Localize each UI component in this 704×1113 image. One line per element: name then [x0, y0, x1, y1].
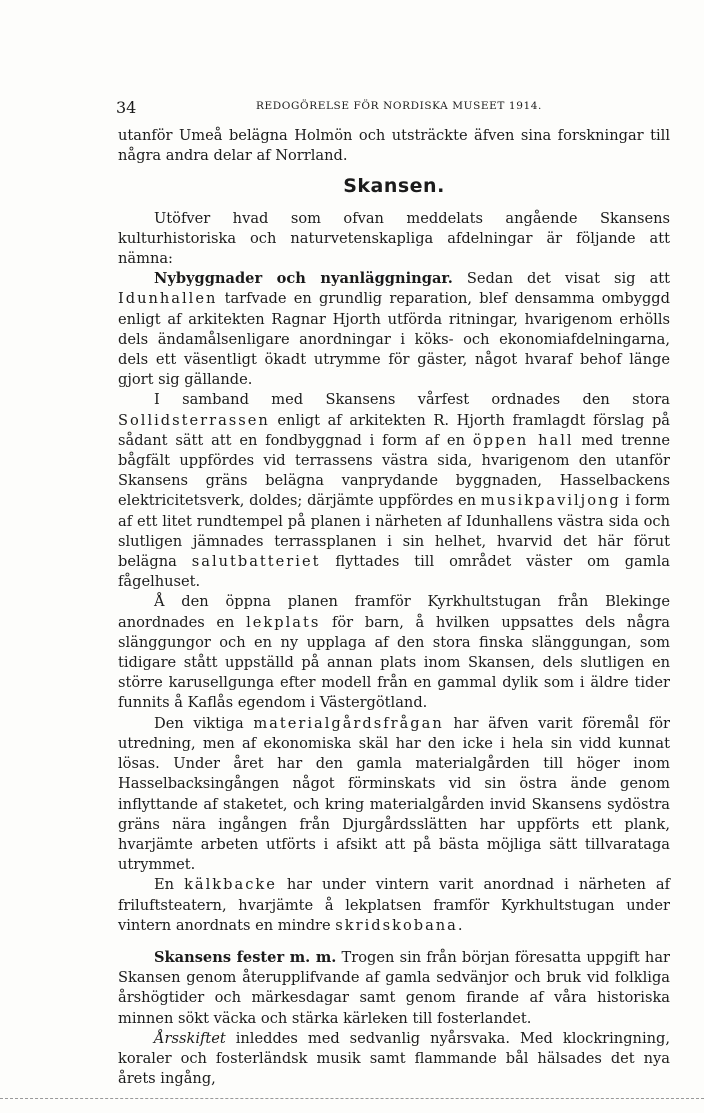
- paragraph-lead: Skansens fester m. m.: [154, 948, 337, 966]
- paragraph-lead: Nybyggnader och nyanläggningar.: [154, 270, 453, 288]
- paragraph-2: Nybyggnader och nyanläggningar. Sedan det visat sig att Idunhallen tarfvade en grundlig reparation, blef densamma ombyggd enligt af arkitekten Ragnar Hjorth utförda ritningar, hvarigenom erhölls dels ändamålsenligare anordningar i köks- och ekonomiafdelningarna, dels ett väsentligt ökadt utrymme för gäster, något hvaraf behof länge gjort sig gällande.: [118, 270, 671, 389]
- spaced-term: kälkbacke: [184, 876, 277, 894]
- running-header: REDOGÖRELSE FÖR NORDISKA MUSEET 1914.: [256, 100, 542, 112]
- section-title: Skansen.: [343, 175, 445, 198]
- spaced-term: Idunhallen: [118, 290, 218, 308]
- scan-edge-divider: [0, 1098, 704, 1099]
- paragraph-1: Utöfver hvad som ofvan meddelats angående Skansens kulturhistoriska och naturvetenskapliga afdelningar är följande att nämna:: [118, 209, 670, 268]
- paragraph-7: Skansens fester m. m. Trogen sin från början föresatta uppgift har Skansen genom återupplifvande af gamla sedvänjor och bruk vid folkliga årshögtider och märkesdagar samt genom firande af våra historiska minnen sökt väcka och stärka kärleken till fosterlandet.: [118, 948, 670, 1027]
- page-content: [118, 126, 670, 1089]
- spaced-term: salutbatteriet: [191, 553, 321, 571]
- paragraph-lead-italic: Årsskiftet: [154, 1029, 226, 1047]
- paragraph-4: Å den öppna planen framför Kyrkhultstugan från Blekinge anordnades en lekplats för barn, å hvilken uppsattes dels några slänggungor och en ny upplaga af den stora finska slänggungan, som tidigare stått uppställd på annan plats inom Skansen, dels slutligen en större karusellgunga efter modell från en gammal dylik som i äldre tider funnits å Kaflås egendom i Västergötland.: [118, 593, 670, 712]
- paragraph-intro: utanför Umeå belägna Holmön och utsträckte äfven sina forskningar till några andra delar af Norrland.: [118, 127, 670, 165]
- spaced-term: lekplats: [246, 613, 321, 631]
- page-number: 34: [116, 98, 137, 117]
- spaced-term: skridskobana: [335, 916, 458, 934]
- spaced-term: materialgårdsfrågan: [253, 714, 444, 732]
- paragraph-3: I samband med Skansens vårfest ordnades den stora Sollidsterrassen enligt af arkitekten R. Hjorth framlagdt förslag på sådant sätt att en fondbyggnad i form af en öppen hall med trenne bågfält uppfördes vid terrassens västra sida, hvarigenom den utanför Skansens gräns belägna vanprydande byggnaden, Hasselbackens elektricitetsverk, doldes; därjämte uppfördes en musikpaviljong i form af ett litet rundtempel på planen i närheten af Idunhallens västra sida och slutligen jämnades terrassplanen i sin helhet, hvarvid det här förut belägna salutbatteriet flyttades till området väster om gamla fågelhuset.: [118, 391, 670, 591]
- paragraph-gap: [118, 936, 670, 948]
- spaced-term: musikpaviljong: [480, 492, 621, 510]
- spaced-term: öppen hall: [472, 431, 574, 449]
- paragraph-8: Årsskiftet inleddes med sedvanlig nyårsvaka. Med klockringning, koraler och fosterländsk musik samt flammande bål hälsades det nya årets ingång,: [118, 1029, 670, 1088]
- paragraph-5: Den viktiga materialgårdsfrågan har äfven varit föremål för utredning, men af ekonomiska skäl har den icke i hela sin vidd kunnat lösas. Under året har den gamla materialgården till höger inom Hasselbacksingången något förminskats vid sin östra ände genom inflyttande af staketet, och kring materialgården invid Skansens sydöstra gräns nära ingången från Djurgårdsslätten har uppförts ett plank, hvarjämte arbeten utförts i afsikt att på bästa möjliga sätt tillvarataga utrymmet.: [118, 714, 670, 874]
- paragraph-6: En kälkbacke har under vintern varit anordnad i närheten af friluftsteatern, hvarjämte å lekplatsen framför Kyrkhultstugan under vintern anordnats en mindre skridskobana.: [118, 876, 670, 934]
- spaced-term: Sollidsterrassen: [118, 411, 270, 429]
